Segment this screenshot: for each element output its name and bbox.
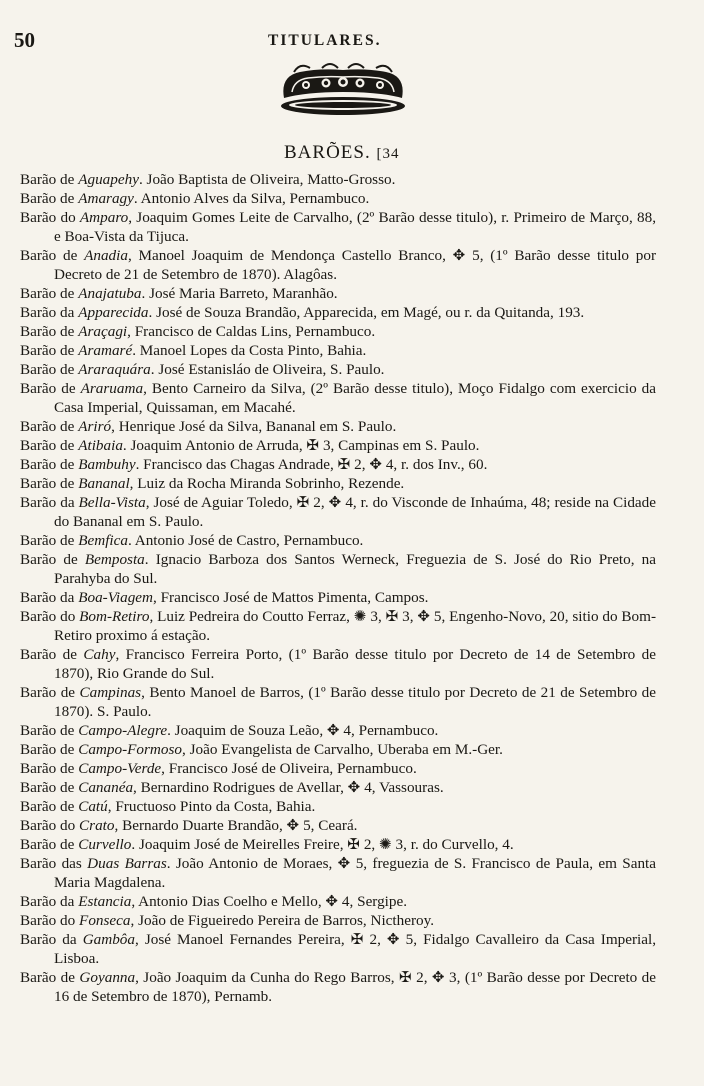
- entry-text: , Francisco José de Mattos Pimenta, Campos.: [153, 589, 429, 606]
- crown-icon: [270, 58, 416, 122]
- entry-prefix: Barão de: [20, 798, 75, 815]
- list-item: [0, 208, 704, 246]
- list-item: [0, 436, 704, 455]
- entry-title-name: Bambuhy: [78, 456, 136, 473]
- page-header: [0, 28, 704, 52]
- list-item: [0, 550, 704, 588]
- entry-prefix: Barão de: [20, 969, 76, 986]
- entry-title-name: Aguapehy: [78, 171, 139, 188]
- list-item: [0, 740, 704, 759]
- list-item: [0, 968, 704, 1006]
- list-item: [0, 721, 704, 740]
- entry-text: . Ignacio Barboza dos Santos Werneck, Freguezia de S. José do Rio Preto, na Parahyba do Sul.: [54, 551, 657, 587]
- entry-text: . José de Souza Brandão, Apparecida, em Magé, ou r. da Quitanda, 193.: [148, 304, 585, 321]
- entry-text: . Antonio Alves da Silva, Pernambuco.: [133, 190, 370, 207]
- entry-prefix: Barão de: [20, 323, 75, 340]
- entry-prefix: Barão da: [20, 893, 75, 910]
- list-item: [0, 778, 704, 797]
- entry-title-name: Aramaré: [78, 342, 133, 359]
- entry-title-name: Anajatuba: [78, 285, 142, 302]
- entry-prefix: Barão de: [20, 456, 75, 473]
- list-item: [0, 170, 704, 189]
- entry-text: , Luiz Pedreira do Coutto Ferraz, ✺ 3, ✠ 3, ✥ 5, Engenho-Novo, 20, sitio do Bom-Retiro proximo á estação.: [54, 608, 657, 644]
- list-item: [0, 493, 704, 531]
- list-item: [0, 607, 704, 645]
- list-item: [0, 284, 704, 303]
- entry-prefix: Barão das: [20, 855, 82, 872]
- entry-prefix: Barão de: [20, 532, 75, 549]
- entry-text: . Manoel Lopes da Costa Pinto, Bahia.: [132, 342, 367, 359]
- entry-title-name: Amparo: [79, 209, 129, 226]
- section-title: BARÕES.: [284, 142, 371, 163]
- entry-title-name: Bella-Vista: [78, 494, 146, 511]
- entry-title-name: Duas Barras: [87, 855, 167, 872]
- entry-text: , Francisco Ferreira Porto, (1º Barão desse titulo por Decreto de 14 de Setembro de 1870), Rio Grande do Sul.: [54, 646, 656, 682]
- entry-title-name: Campo-Alegre: [78, 722, 168, 739]
- entry-title-name: Catú: [78, 798, 108, 815]
- list-item: [0, 588, 704, 607]
- entry-prefix: Barão da: [20, 931, 77, 948]
- entry-text: , Bento Carneiro da Silva, (2º Barão desse titulo), Moço Fidalgo com exercicio da Casa Imperial, Quissaman, em Macahé.: [54, 380, 656, 416]
- entry-text: , Manoel Joaquim de Mendonça Castello Branco, ✥ 5, (1º Barão desse titulo por Decreto de 21 de Setembro de 1870). Alagôas.: [54, 247, 657, 283]
- entry-title-name: Cahy: [83, 646, 116, 663]
- entry-prefix: Barão de: [20, 741, 75, 758]
- list-item: [0, 531, 704, 550]
- entry-title-name: Araraquára: [78, 361, 151, 378]
- entry-title-name: Goyanna: [79, 969, 136, 986]
- list-item: [0, 645, 704, 683]
- entry-prefix: Barão de: [20, 418, 75, 435]
- list-item: [0, 246, 704, 284]
- entry-prefix: Barão de: [20, 779, 75, 796]
- entry-title-name: Bemfica: [78, 532, 128, 549]
- entry-prefix: Barão do: [20, 817, 76, 834]
- entry-title-name: Estancia: [78, 893, 132, 910]
- entry-prefix: Barão de: [20, 475, 75, 492]
- list-item: [0, 417, 704, 436]
- entry-title-name: Apparecida: [78, 304, 149, 321]
- entry-text: . José Maria Barreto, Maranhão.: [141, 285, 338, 302]
- entry-title-name: Araruama: [80, 380, 144, 397]
- entry-text: , Bernardino Rodrigues de Avellar, ✥ 4, Vassouras.: [133, 779, 444, 796]
- entry-title-name: Araçagi: [78, 323, 128, 340]
- entry-text: , Luiz da Rocha Miranda Sobrinho, Rezende.: [129, 475, 405, 492]
- entry-prefix: Barão da: [20, 304, 75, 321]
- list-item: [0, 759, 704, 778]
- entries-list: [0, 170, 704, 1006]
- entry-prefix: Barão da: [20, 494, 75, 511]
- list-item: [0, 189, 704, 208]
- entry-text: , José de Aguiar Toledo, ✠ 2, ✥ 4, r. do Visconde de Inhaúma, 48; reside na Cidade do Bananal em S. Paulo.: [54, 494, 657, 530]
- entry-text: , Henrique José da Silva, Bananal em S. Paulo.: [111, 418, 397, 435]
- entry-text: , Bento Manoel de Barros, (1º Barão desse titulo por Decreto de 21 de Setembro de 1870). S. Paulo.: [54, 684, 656, 720]
- entry-title-name: Campinas: [79, 684, 142, 701]
- list-item: [0, 816, 704, 835]
- entry-text: . Joaquim de Souza Leão, ✥ 4, Pernambuco.: [167, 722, 439, 739]
- entry-title-name: Bom-Retiro: [79, 608, 150, 625]
- entry-prefix: Barão de: [20, 361, 75, 378]
- entry-text: . João Antonio de Moraes, ✥ 5, freguezia de S. Francisco de Paula, em Santa Maria Magdalena.: [54, 855, 656, 891]
- entry-text: , Francisco José de Oliveira, Pernambuco.: [161, 760, 417, 777]
- entry-text: , Francisco de Caldas Lins, Pernambuco.: [127, 323, 376, 340]
- entry-text: . Francisco das Chagas Andrade, ✠ 2, ✥ 4, r. dos Inv., 60.: [135, 456, 488, 473]
- entry-text: , José Manoel Fernandes Pereira, ✠ 2, ✥ 5, Fidalgo Cavalleiro da Casa Imperial, Lisboa.: [54, 931, 657, 967]
- entry-title-name: Curvello: [78, 836, 132, 853]
- entry-prefix: Barão de: [20, 722, 75, 739]
- list-item: [0, 892, 704, 911]
- entry-text: . Joaquim Antonio de Arruda, ✠ 3, Campinas em S. Paulo.: [122, 437, 480, 454]
- list-item: [0, 474, 704, 493]
- entry-prefix: Barão de: [20, 684, 76, 701]
- running-title: TITULARES.: [268, 32, 382, 49]
- list-item: [0, 835, 704, 854]
- section-heading: [284, 142, 399, 164]
- entry-prefix: Barão de: [20, 760, 75, 777]
- entry-title-name: Atibaia: [78, 437, 123, 454]
- page-number: 50: [14, 28, 35, 52]
- entry-prefix: Barão de: [20, 380, 76, 397]
- list-item: [0, 455, 704, 474]
- list-item: [0, 683, 704, 721]
- entry-prefix: Barão de: [20, 285, 75, 302]
- entry-prefix: Barão do: [20, 209, 76, 226]
- entry-title-name: Cananéa: [78, 779, 134, 796]
- entry-prefix: Barão de: [20, 342, 75, 359]
- entry-title-name: Ariró: [78, 418, 112, 435]
- entry-title-name: Campo-Verde: [78, 760, 162, 777]
- entry-prefix: Barão de: [20, 171, 75, 188]
- entry-text: . Antonio José de Castro, Pernambuco.: [127, 532, 364, 549]
- entry-text: , João Evangelista de Carvalho, Uberaba em M.-Ger.: [182, 741, 503, 758]
- entry-title-name: Campo-Formoso: [78, 741, 182, 758]
- entry-text: . Joaquim José de Meirelles Freire, ✠ 2, ✺ 3, r. do Curvello, 4.: [131, 836, 514, 853]
- entry-text: , João de Figueiredo Pereira de Barros, Nictheroy.: [130, 912, 435, 929]
- entry-text: , Fructuoso Pinto da Costa, Bahia.: [107, 798, 316, 815]
- entry-prefix: Barão do: [20, 608, 76, 625]
- entry-title-name: Gambôa: [82, 931, 135, 948]
- entry-prefix: Barão de: [20, 836, 75, 853]
- entry-prefix: Barão de: [20, 646, 77, 663]
- entry-text: , Joaquim Gomes Leite de Carvalho, (2º Barão desse titulo), r. Primeiro de Março, 88, e Boa-Vista da Tijuca.: [54, 209, 657, 245]
- entry-prefix: Barão de: [20, 551, 78, 568]
- entry-title-name: Boa-Viagem: [78, 589, 153, 606]
- entry-title-name: Bemposta: [84, 551, 145, 568]
- list-item: [0, 930, 704, 968]
- list-item: [0, 341, 704, 360]
- entry-text: , Bernardo Duarte Brandão, ✥ 5, Ceará.: [114, 817, 358, 834]
- list-item: [0, 797, 704, 816]
- entry-text: . José Estanisláo de Oliveira, S. Paulo.: [150, 361, 385, 378]
- entry-text: , Antonio Dias Coelho e Mello, ✥ 4, Sergipe.: [131, 893, 408, 910]
- entry-prefix: Barão de: [20, 190, 75, 207]
- list-item: [0, 379, 704, 417]
- entry-title-name: Crato: [79, 817, 115, 834]
- entry-title-name: Anadia: [84, 247, 128, 264]
- entry-title-name: Bananal: [78, 475, 130, 492]
- entry-prefix: Barão de: [20, 247, 78, 264]
- list-item: [0, 854, 704, 892]
- list-item: [0, 322, 704, 341]
- list-item: [0, 303, 704, 322]
- entry-text: . João Baptista de Oliveira, Matto-Grosso.: [138, 171, 396, 188]
- entry-title-name: Fonseca: [79, 912, 131, 929]
- entry-prefix: Barão da: [20, 589, 75, 606]
- entry-title-name: Amaragy: [78, 190, 134, 207]
- list-item: [0, 360, 704, 379]
- entry-prefix: Barão de: [20, 437, 75, 454]
- entry-prefix: Barão do: [20, 912, 76, 929]
- section-note: [34: [376, 146, 400, 162]
- entry-text: , João Joaquim da Cunha do Rego Barros, ✠ 2, ✥ 3, (1º Barão desse por Decreto de 16 de Setembro de 1870), Pernamb.: [54, 969, 657, 1005]
- list-item: [0, 911, 704, 930]
